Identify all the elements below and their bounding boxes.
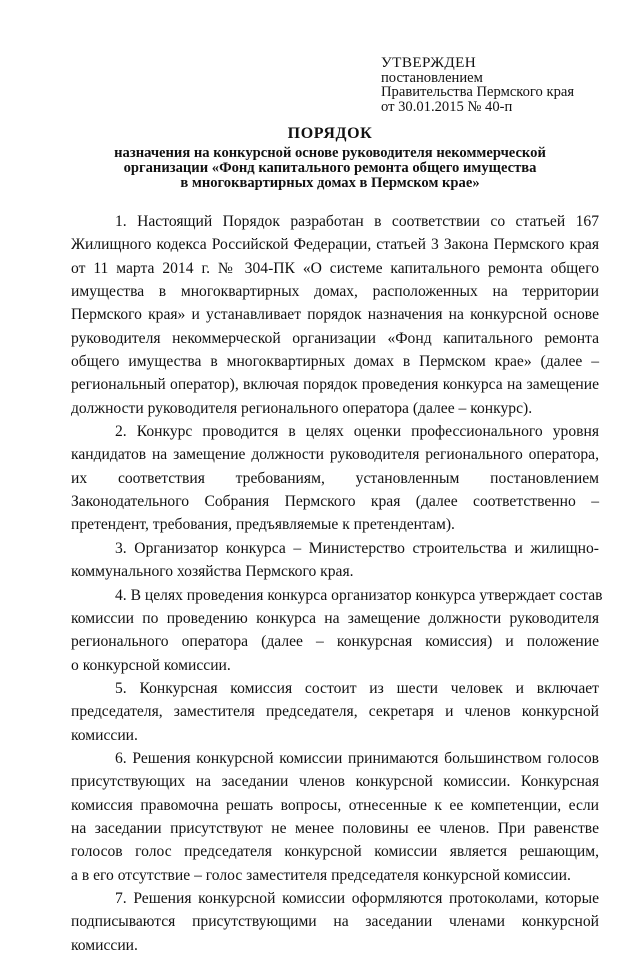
- paragraph: [71, 747, 599, 887]
- paragraph: [71, 420, 599, 537]
- paragraph-line: имущества в многоквартирных домах, расположенных на территории: [71, 283, 599, 301]
- paragraph-line: претендент, требования, предъявляемые к претендентам).: [71, 516, 455, 534]
- paragraph-line: Пермского края» и устанавливает порядок назначения на конкурсной основе: [71, 306, 599, 324]
- paragraph-line: 2. Конкурс проводится в целях оценки профессионального уровня: [115, 423, 599, 441]
- subtitle-line: в многоквартирных домах в Пермском крае»: [180, 175, 480, 191]
- subtitle-line: назначения на конкурсной основе руководителя некоммерческой: [114, 145, 546, 161]
- paragraph-line: 1. Настоящий Порядок разработан в соответствии со статьей 167: [115, 213, 599, 230]
- paragraph-line: присутствующих на заседании членов конкурсной комиссии. Конкурсная: [71, 773, 599, 791]
- paragraph-line: кандидатов на замещение должности руководителя регионального оператора,: [71, 446, 599, 464]
- paragraph-line: подписываются присутствующими на заседании членами конкурсной: [71, 913, 599, 931]
- subtitle-line: организации «Фонд капитального ремонта общего имущества: [123, 160, 537, 176]
- approval-heading: УТВЕРЖДЕН: [381, 54, 477, 71]
- paragraph-line: 7. Решения конкурсной комиссии оформляются протоколами, которые: [115, 889, 599, 907]
- paragraph-line: от 11 марта 2014 г. № 304-ПК «О системе капитального ремонта общего: [71, 259, 599, 277]
- paragraph-line: коммунального хозяйства Пермского края.: [71, 563, 354, 581]
- document-subtitle: [60, 146, 600, 191]
- paragraph-line: председателя, заместителя председателя, секретаря и членов конкурсной: [71, 703, 599, 721]
- approval-stamp: [381, 56, 621, 114]
- paragraph-line: Законодательного Собрания Пермского края (далее соответственно –: [71, 493, 599, 511]
- paragraph-line: их соответствия требованиям, установленным постановлением: [71, 469, 599, 487]
- paragraph-line: регионального оператора (далее – конкурсная комиссия) и положение: [71, 633, 599, 651]
- paragraph-line: 4. В целях проведения конкурса организатор конкурса утверждает состав: [115, 586, 603, 604]
- document-body: [71, 210, 603, 957]
- paragraph: [71, 210, 599, 420]
- approval-line: от 30.01.2015 № 40-п: [381, 98, 513, 115]
- paragraph-line: голосов голос председателя конкурсной комиссии является решающим,: [71, 843, 599, 861]
- paragraph: [71, 537, 599, 584]
- paragraph-line: руководителя некоммерческой организации «Фонд капитального ремонта: [71, 329, 599, 347]
- paragraph-line: комиссии.: [71, 936, 138, 954]
- paragraph-line: комиссия правомочна решать вопросы, отнесенные к ее компетенции, если: [71, 796, 599, 814]
- paragraph-line: на заседании присутствуют не менее половины ее членов. При равенстве: [71, 819, 599, 837]
- paragraph: [71, 677, 599, 747]
- approval-line: Правительства Пермского края: [381, 84, 575, 100]
- paragraph-line: комиссии по проведению конкурса на замещение должности руководителя: [71, 609, 599, 627]
- paragraph: [71, 887, 599, 957]
- paragraph-line: региональный оператор), включая порядок проведения конкурса на замещение: [71, 376, 599, 394]
- paragraph-line: 6. Решения конкурсной комиссии принимаются большинством голосов: [115, 749, 599, 767]
- paragraph-line: 3. Организатор конкурса – Министерство строительства и жилищно-: [115, 539, 599, 557]
- approval-line: постановлением: [381, 69, 483, 86]
- paragraph: [71, 584, 603, 677]
- paragraph-line: общего имущества в многоквартирных домах в Пермском крае» (далее –: [71, 353, 599, 371]
- paragraph-line: а в его отсутствие – голос заместителя председателя конкурсной комиссии.: [71, 866, 571, 884]
- paragraph-line: Жилищного кодекса Российской Федерации, статьей 3 Закона Пермского края: [71, 236, 599, 254]
- paragraph-line: комиссии.: [71, 726, 138, 744]
- document-title: ПОРЯДОК: [287, 125, 373, 142]
- paragraph-line: должности руководителя регионального оператора (далее – конкурс).: [71, 399, 533, 417]
- paragraph-line: 5. Конкурсная комиссия состоит из шести человек и включает: [115, 679, 599, 697]
- paragraph-line: о конкурсной комиссии.: [71, 656, 231, 674]
